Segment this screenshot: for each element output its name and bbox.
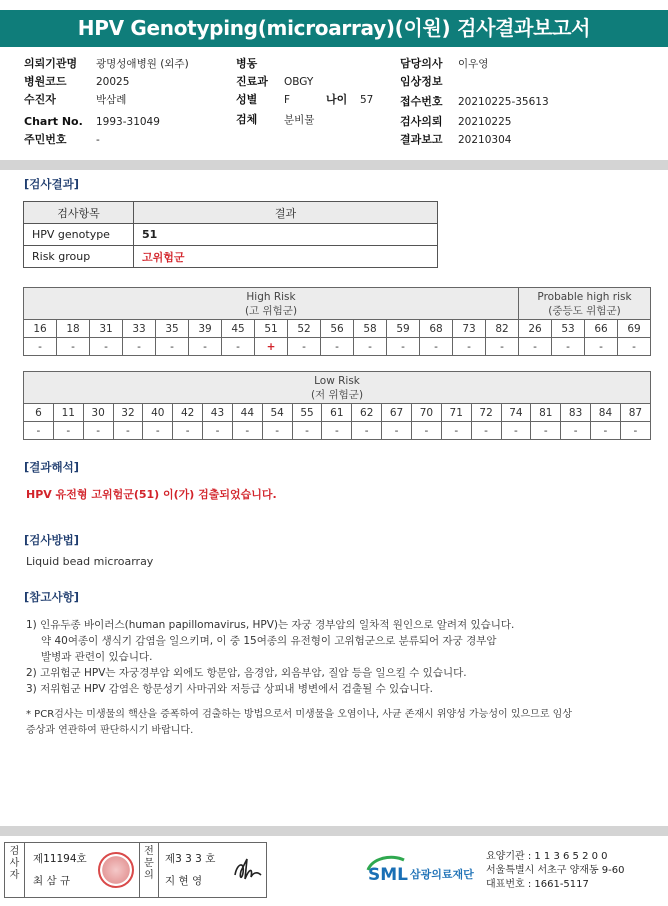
- dept-value: OBGY: [284, 76, 314, 88]
- low-risk-type-2: 30: [83, 404, 113, 422]
- low-risk-type-8: 54: [262, 404, 292, 422]
- low-risk-type-20: 87: [620, 404, 650, 422]
- high-risk-type-18: 69: [618, 320, 651, 338]
- low-risk-type-4: 40: [143, 404, 173, 422]
- reference-line-1: 1) 인유두종 바이러스(human papillomavirus, HPV)는 자궁 경부암의 일차적 원인으로 알려져 있습니다.: [26, 619, 515, 631]
- doctor-label: [139, 843, 159, 897]
- org-name: 삼광의료재단: [410, 868, 474, 881]
- age-label: 나이: [326, 93, 348, 106]
- doctor-no: 제3 3 3 호: [165, 853, 216, 865]
- high-risk-value-14: -: [486, 338, 519, 356]
- high-risk-type-1: 18: [57, 320, 90, 338]
- low-risk-value-16: -: [501, 422, 531, 440]
- reference-line-1b: 약 40여종이 생식기 감염을 일으키며, 이 중 15여종의 유전형이 고위험군으로 분류되어 자궁 경부암: [41, 635, 497, 647]
- signature-box: [4, 842, 267, 898]
- low-risk-table: [23, 371, 651, 440]
- high-risk-value-15: -: [519, 338, 552, 356]
- high-risk-value-13: -: [453, 338, 486, 356]
- low-risk-value-9: -: [292, 422, 322, 440]
- high-risk-type-8: 52: [288, 320, 321, 338]
- reference-note-1: * PCR검사는 미생물의 핵산을 증폭하여 검출하는 방법으로서 미생물을 오염이나, 사균 존재시 위양성 가능성이 있으므로 임상: [26, 709, 572, 720]
- low-risk-value-5: -: [173, 422, 203, 440]
- high-risk-value-16: -: [552, 338, 585, 356]
- report-label: 결과보고: [400, 133, 443, 146]
- low-risk-type-5: 42: [173, 404, 203, 422]
- high-risk-type-12: 68: [420, 320, 453, 338]
- high-risk-value-18: -: [618, 338, 651, 356]
- chart-value: 1993-31049: [96, 116, 160, 128]
- reference-note-2: 증상과 연관하여 판단하시기 바랍니다.: [26, 725, 194, 736]
- low-risk-type-10: 61: [322, 404, 352, 422]
- svg-text:SML: SML: [368, 865, 408, 885]
- low-risk-type-18: 83: [561, 404, 591, 422]
- reference-line-3: 3) 저위험군 HPV 감염은 항문성기 사마귀와 저등급 상피내 병변에서 검출될 수 있습니다.: [26, 683, 433, 695]
- reference-line-1c: 발병과 관련이 있습니다.: [41, 651, 153, 663]
- high-risk-type-10: 58: [354, 320, 387, 338]
- high-risk-type-13: 73: [453, 320, 486, 338]
- specimen-value: 분비물: [284, 114, 315, 126]
- high-risk-type-15: 26: [519, 320, 552, 338]
- references-list: [26, 617, 646, 697]
- doctor-value: 이우영: [458, 58, 489, 70]
- low-risk-type-9: 55: [292, 404, 322, 422]
- high-risk-types-row: [24, 320, 651, 338]
- high-risk-header: [24, 288, 519, 320]
- hospital-value: 광명성애병원 (외주): [96, 58, 189, 70]
- probable-risk-subtitle: (중등도 위험군): [548, 304, 621, 317]
- doc-label-chars: 전 문 의: [144, 846, 154, 881]
- doctor-label: 담당의사: [400, 57, 443, 70]
- high-risk-value-12: -: [420, 338, 453, 356]
- dept-label: 진료과: [236, 75, 268, 88]
- method-section-title: [검사방법]: [24, 533, 79, 547]
- low-risk-value-17: -: [531, 422, 561, 440]
- results-section-title: [검사결과]: [24, 177, 79, 191]
- high-risk-value-6: -: [222, 338, 255, 356]
- low-risk-type-14: 71: [441, 404, 471, 422]
- org-address: 서울특별시 서초구 양재동 9-60: [486, 865, 625, 876]
- high-risk-value-17: -: [585, 338, 618, 356]
- specimen-label: 검체: [236, 113, 258, 126]
- low-risk-value-18: -: [561, 422, 591, 440]
- low-risk-value-8: -: [262, 422, 292, 440]
- receipt-value: 20210225-35613: [458, 96, 549, 108]
- report-title: HPV Genotyping(microarray)(이원) 검사결과보고서: [0, 10, 668, 47]
- interpretation-text: HPV 유전형 고위험군(51) 이(가) 검출되었습니다.: [26, 488, 277, 501]
- inspector-no: 제11194호: [33, 853, 87, 865]
- low-risk-type-16: 74: [501, 404, 531, 422]
- low-risk-value-14: -: [441, 422, 471, 440]
- org-code: 요양기관 : 1 1 3 6 5 2 0 0: [486, 851, 608, 862]
- request-value: 20210225: [458, 116, 512, 128]
- id-value: -: [96, 134, 100, 146]
- high-risk-value-5: -: [189, 338, 222, 356]
- low-risk-type-11: 62: [352, 404, 382, 422]
- low-risk-type-0: 6: [24, 404, 54, 422]
- low-risk-value-20: -: [620, 422, 650, 440]
- age-value: 57: [360, 94, 374, 106]
- low-risk-subtitle: (저 위험군): [310, 388, 364, 401]
- high-risk-value-7: +: [255, 338, 288, 356]
- results-value-risk: 고위험군: [134, 246, 438, 268]
- low-risk-type-12: 67: [382, 404, 412, 422]
- high-risk-type-6: 45: [222, 320, 255, 338]
- inspector-label: [5, 843, 25, 897]
- results-value-genotype: 51: [134, 224, 438, 246]
- low-risk-value-4: -: [143, 422, 173, 440]
- divider-top: [0, 160, 668, 170]
- high-risk-value-8: -: [288, 338, 321, 356]
- high-risk-value-10: -: [354, 338, 387, 356]
- low-risk-value-11: -: [352, 422, 382, 440]
- high-risk-type-2: 31: [90, 320, 123, 338]
- code-value: 20025: [96, 76, 130, 88]
- low-risk-value-15: -: [471, 422, 501, 440]
- low-risk-value-6: -: [203, 422, 233, 440]
- low-risk-type-1: 11: [53, 404, 83, 422]
- high-risk-value-1: -: [57, 338, 90, 356]
- divider-bottom: [0, 826, 668, 836]
- chart-label: Chart No.: [24, 115, 83, 128]
- high-risk-table: [23, 287, 651, 356]
- reference-line-2: 2) 고위험군 HPV는 자궁경부암 외에도 항문암, 음경암, 외음부암, 질암 등을 일으킬 수 있습니다.: [26, 667, 467, 679]
- low-risk-type-19: 84: [591, 404, 621, 422]
- id-label: 주민번호: [24, 133, 67, 146]
- high-risk-title: High Risk: [246, 290, 296, 303]
- high-risk-value-0: -: [24, 338, 57, 356]
- high-risk-type-7: 51: [255, 320, 288, 338]
- high-risk-type-3: 33: [123, 320, 156, 338]
- low-risk-value-7: -: [232, 422, 262, 440]
- high-risk-type-5: 39: [189, 320, 222, 338]
- seal-stamp: [98, 852, 134, 888]
- low-risk-type-13: 70: [411, 404, 441, 422]
- results-header-item: 검사항목: [24, 202, 134, 224]
- low-risk-type-3: 32: [113, 404, 143, 422]
- low-risk-value-13: -: [411, 422, 441, 440]
- results-item-genotype: HPV genotype: [24, 224, 134, 246]
- interpretation-section-title: [결과해석]: [24, 460, 79, 474]
- high-risk-subtitle: (고 위험군): [244, 304, 298, 317]
- code-label: 병원코드: [24, 75, 67, 88]
- results-header-result: 결과: [134, 202, 438, 224]
- low-risk-type-17: 81: [531, 404, 561, 422]
- low-risk-value-1: -: [53, 422, 83, 440]
- high-risk-type-16: 53: [552, 320, 585, 338]
- low-risk-value-10: -: [322, 422, 352, 440]
- sex-value: F: [284, 94, 291, 106]
- high-risk-type-0: 16: [24, 320, 57, 338]
- signature-icon: [231, 853, 265, 887]
- high-risk-type-4: 35: [156, 320, 189, 338]
- table-row: [24, 246, 438, 268]
- high-risk-value-9: -: [321, 338, 354, 356]
- results-table: [23, 201, 438, 268]
- low-risk-type-15: 72: [471, 404, 501, 422]
- results-header-row: [24, 202, 438, 224]
- clinical-label: 임상정보: [400, 75, 443, 88]
- high-risk-type-9: 56: [321, 320, 354, 338]
- high-risk-value-3: -: [123, 338, 156, 356]
- report-value: 20210304: [458, 134, 512, 146]
- receipt-label: 접수번호: [400, 95, 443, 108]
- doctor-name: 지 현 영: [165, 875, 203, 887]
- reference-note: [26, 707, 636, 739]
- table-row: [24, 224, 438, 246]
- patient-info: [24, 56, 654, 156]
- probable-risk-header: [519, 288, 651, 320]
- low-risk-values-row: [24, 422, 651, 440]
- low-risk-type-6: 43: [203, 404, 233, 422]
- low-risk-type-7: 44: [232, 404, 262, 422]
- collector-label: 수진자: [24, 93, 56, 106]
- low-risk-title: Low Risk: [314, 374, 360, 387]
- high-risk-value-4: -: [156, 338, 189, 356]
- high-risk-value-11: -: [387, 338, 420, 356]
- hospital-label: 의뢰기관명: [24, 57, 78, 70]
- method-text: Liquid bead microarray: [26, 555, 154, 568]
- insp-label-chars: 검 사 자: [9, 846, 20, 881]
- high-risk-values-row: [24, 338, 651, 356]
- request-label: 검사의뢰: [400, 115, 443, 128]
- high-risk-value-2: -: [90, 338, 123, 356]
- probable-risk-title: Probable high risk: [537, 290, 632, 303]
- org-phone: 대표번호 : 1661-5117: [486, 879, 589, 890]
- ward-label: 병동: [236, 57, 258, 70]
- inspector-name: 최 삼 규: [33, 875, 71, 887]
- sex-label: 성별: [236, 93, 258, 106]
- high-risk-type-11: 59: [387, 320, 420, 338]
- collector-value: 박삼례: [96, 94, 127, 106]
- low-risk-value-12: -: [382, 422, 412, 440]
- references-section-title: [참고사항]: [24, 590, 79, 604]
- org-info: [486, 850, 625, 892]
- low-risk-value-19: -: [591, 422, 621, 440]
- results-item-risk: Risk group: [24, 246, 134, 268]
- low-risk-types-row: [24, 404, 651, 422]
- high-risk-type-14: 82: [486, 320, 519, 338]
- low-risk-value-0: -: [24, 422, 54, 440]
- low-risk-value-3: -: [113, 422, 143, 440]
- low-risk-value-2: -: [83, 422, 113, 440]
- high-risk-type-17: 66: [585, 320, 618, 338]
- low-risk-header: [24, 372, 651, 404]
